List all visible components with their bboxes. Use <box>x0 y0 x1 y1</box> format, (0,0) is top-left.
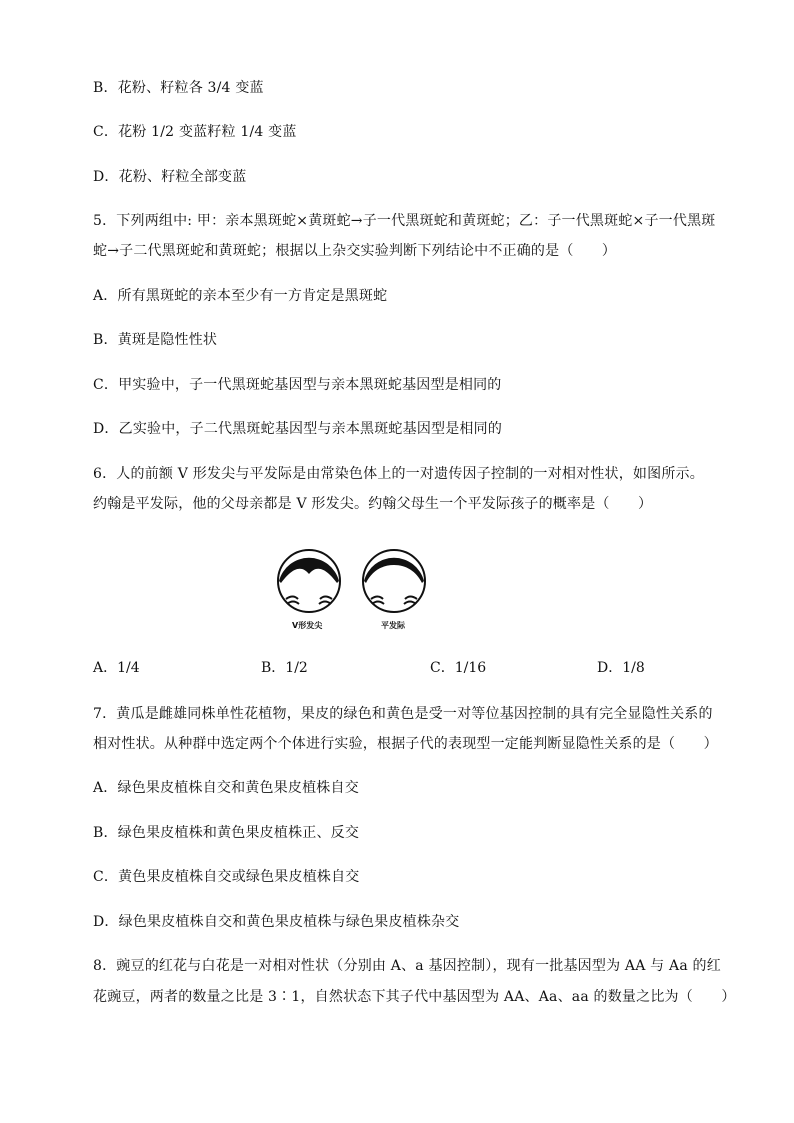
q5-option-b: B．黄斑是隐性性状 <box>93 332 218 348</box>
q5-option-c: C．甲实验中，子一代黑斑蛇基因型与亲本黑斑蛇基因型是相同的 <box>93 377 502 393</box>
q7-stem-line2: 相对性状。从种群中选定两个个体进行实验，根据子代的表现型一定能判断显隐性关系的是（ ） <box>93 736 718 752</box>
q5-stem-line2: 蛇→子二代黑斑蛇和黄斑蛇；根据以上杂交实验判断下列结论中不正确的是（ ） <box>93 243 617 259</box>
q7-option-a: A．绿色果皮植株自交和黄色果皮植株自交 <box>93 780 359 796</box>
q7-stem-line1: 7．黄瓜是雌雄同株单性花植物，果皮的绿色和黄色是受一对等位基因控制的具有完全显隐性关系的 <box>93 706 713 722</box>
q7-option-c: C．黄色果皮植株自交或绿色果皮植株自交 <box>93 869 360 885</box>
v-hairline-head <box>278 550 340 612</box>
q8-stem-line1: 8．豌豆的红花与白花是一对相对性状（分别由 A、a 基因控制），现有一批基因型为 AA 与 Aa 的红 <box>93 958 721 974</box>
label-v-hairline: V形发尖 <box>292 621 323 630</box>
q6-stem-line1: 6．人的前额 V 形发尖与平发际是由常染色体上的一对遗传因子控制的一对相对性状，如图所示。 <box>93 466 704 482</box>
q6-option-a: A．1/4 <box>93 660 140 676</box>
q5-option-a: A．所有黑斑蛇的亲本至少有一方肯定是黑斑蛇 <box>93 288 388 304</box>
q5-stem-line1: 5．下列两组中: 甲：亲本黑斑蛇×黄斑蛇→子一代黑斑蛇和黄斑蛇；乙：子一代黑斑蛇×子一代黑斑 <box>93 213 716 229</box>
q7-option-b: B．绿色果皮植株和黄色果皮植株正、反交 <box>93 825 360 841</box>
q5-option-d: D．乙实验中，子二代黑斑蛇基因型与亲本黑斑蛇基因型是相同的 <box>93 421 503 437</box>
q6-options <box>93 658 693 678</box>
q4-option-d: D．花粉、籽粒全部变蓝 <box>93 169 247 185</box>
q4-option-c: C．花粉 1/2 变蓝籽粒 1/4 变蓝 <box>93 124 297 140</box>
label-straight-hairline: 平发际 <box>381 621 405 630</box>
q6-option-b: B．1/2 <box>261 660 308 676</box>
q7-option-d: D．绿色果皮植株自交和黄色果皮植株与绿色果皮植株杂交 <box>93 914 460 930</box>
q6-option-c: C．1/16 <box>430 660 487 676</box>
q8-stem-line2: 花豌豆，两者的数量之比是 3∶1，自然状态下其子代中基因型为 AA、Aa、aa 的数量之比为（ ） <box>93 989 736 1005</box>
hairline-figure <box>276 541 432 637</box>
straight-hairline-head <box>363 550 425 612</box>
q4-option-b: B．花粉、籽粒各 3/4 变蓝 <box>93 80 264 96</box>
q6-stem-line2: 约翰是平发际，他的父母亲都是 V 形发尖。约翰父母生一个平发际孩子的概率是（ ） <box>93 496 653 512</box>
q6-option-d: D．1/8 <box>597 660 645 676</box>
